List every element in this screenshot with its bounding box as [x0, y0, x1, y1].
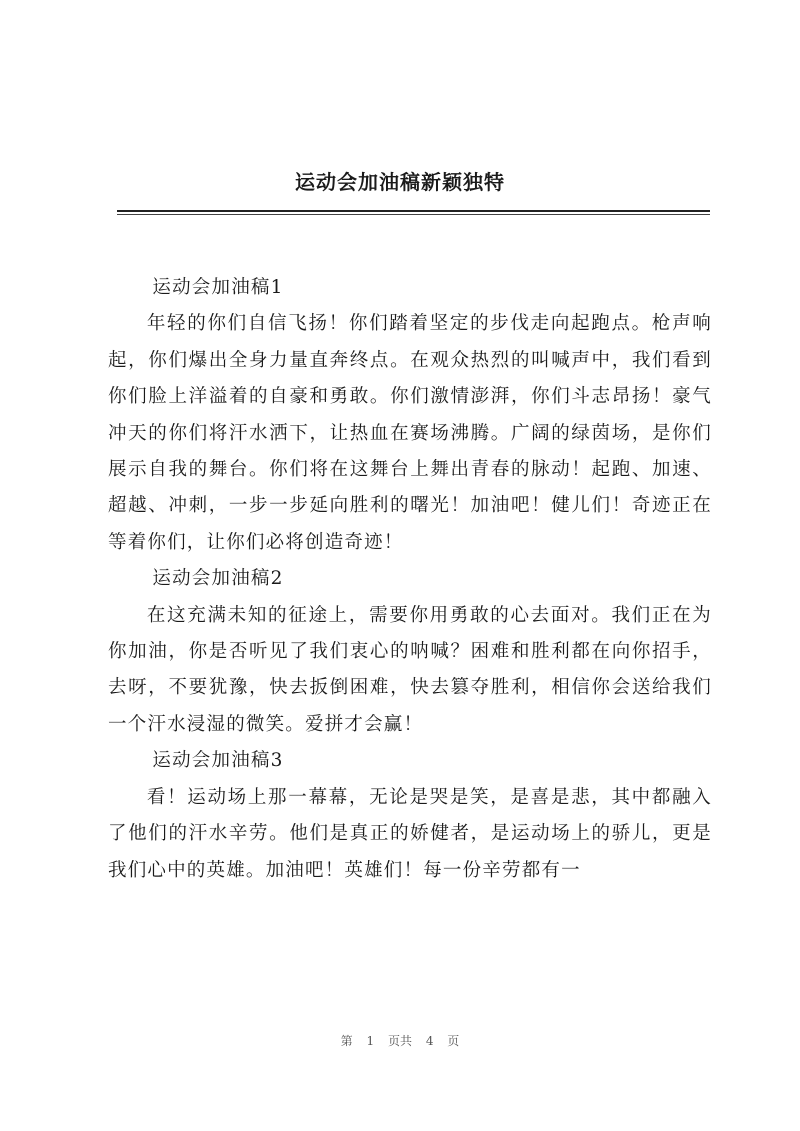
title-divider-thin [117, 214, 710, 215]
footer-page-number: 1 [366, 1034, 375, 1048]
footer-middle: 页共 [387, 1034, 412, 1048]
footer-total-pages: 4 [425, 1034, 434, 1048]
footer-suffix: 页 [447, 1034, 460, 1048]
section-paragraph-3: 看！运动场上那一幕幕，无论是哭是笑，是喜是悲，其中都融入了他们的汗水辛劳。他们是真正的娇健者，是运动场上的骄儿，更是我们心中的英雄。加油吧！英雄们！每一份辛劳都有一 [108, 786, 712, 881]
page-title: 运动会加油稿新颖独特 [295, 170, 505, 194]
section-heading-2: 运动会加油稿2 [152, 568, 284, 590]
section-heading-3: 运动会加油稿3 [152, 750, 284, 772]
footer-prefix: 第 [340, 1034, 353, 1048]
section-heading-1: 运动会加油稿1 [152, 277, 284, 298]
title-divider [117, 210, 710, 212]
page-footer [0, 1032, 800, 1049]
section-paragraph-2: 在这充满未知的征途上，需要你用勇敢的心去面对。我们正在为你加油，你是否听见了我们衷心的呐喊？困难和胜利都在向你招手，去呀，不要犹豫，快去扳倒困难，快去篡夺胜利，相信你会送给我们一个汗水浸湿的微笑。爱拼才会赢！ [108, 604, 712, 735]
section-paragraph-1: 年轻的你们自信飞扬！你们踏着坚定的步伐走向起跑点。枪声响起，你们爆出全身力量直奔终点。在观众热烈的叫喊声中，我们看到你们脸上洋溢着的自豪和勇敢。你们激情澎湃，你们斗志昂扬！豪气冲天的你们将汗水洒下，让热血在赛场沸腾。广阔的绿茵场，是你们展示自我的舞台。你们将在这舞台上舞出青春的脉动！起跑、加速、超越、冲刺，一步一步延向胜利的曙光！加油吧！健儿们！奇迹正在等着你们，让你们必将创造奇迹！ [108, 313, 712, 553]
document-body [108, 270, 712, 889]
